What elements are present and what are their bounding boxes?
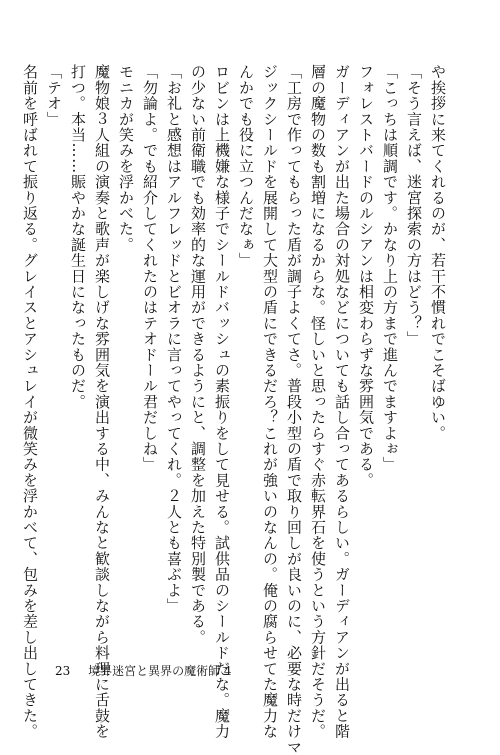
text-line: 「工房で作ってもらった盾が調子よくてさ。普段小型の盾で取り回しが良いのに、必要な時だけマ [285,64,303,755]
text-line: 魔物娘３人組の演奏と歌声が楽しげな雰囲気を演出する中、みんなと歓談しながら料理に舌鼓を [93,64,111,740]
text-line: や挨拶に来てくれるのが、若干不慣れでこそばゆい。 [429,64,447,441]
book-title: 境界迷宮と異界の魔術師 4 [88,664,232,678]
text-line: ジックシールドを展開して大型の盾にできるだろ？これが強いのなんの。俺の腐らせてた魔力な [261,64,279,740]
text-line: ロビンは上機嫌な様子でシールドバッシュの素振りをして見せる。試供品のシールドだな。魔力 [213,64,231,740]
text-line: 「お礼と感想はアルフレッドとビオラに言ってやってくれ。２人とも喜ぶよ」 [165,64,183,614]
text-line: 「こっちは順調です。かなり上の方まで進んでますよぉ」 [381,64,399,473]
text-line: 名前を呼ばれて振り返る。グレイスとアシュレイが微笑みを浮かべて、包みを差し出してきた。 [21,64,39,740]
text-line: 「そう言えば、迷宮探索の方はどう？」 [405,64,423,347]
text-line: モニカが笑みを浮かべた。 [117,64,135,253]
text-line: 「勿論よ。でも紹介してくれたのはテオドール君だしね」 [141,64,159,473]
text-line: フォレストバードのルシアンは相変わらずな雰囲気である。 [357,64,375,488]
page-number: 23 [55,664,71,678]
text-line: んかでも役に立つんだなぁ」 [237,64,255,269]
text-line: 層の魔物の数も割増になるからな。怪しいと思ったらすぐ赤転界石を使うという方針だそうだ。 [309,64,327,740]
text-line: ガーディアンが出た場合の対処などについても話し合ってあるらしい。ガーディアンが出ると階 [333,64,351,740]
text-line: の少ない前衛職でも効率的な運用ができるようにと、調整を加えた特別製である。 [189,64,207,645]
text-line: 「テオ」 [45,64,63,127]
text-line: 打つ。本当……賑やかな誕生日になったものだ。 [69,64,87,410]
page-footer [55,662,232,679]
